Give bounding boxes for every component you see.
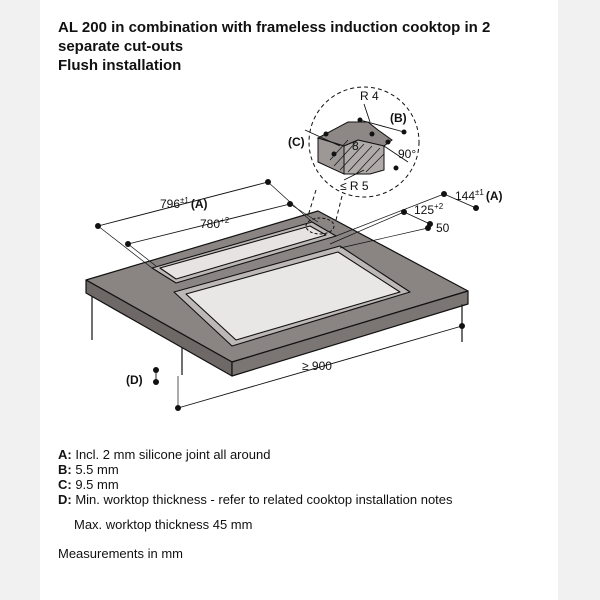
label-b: (B) (390, 111, 407, 125)
label-796: $796^{\pm 1}$ (A) (160, 196, 208, 211)
detail-point (394, 166, 399, 171)
detail-profile-section (344, 140, 384, 174)
endpoint (153, 379, 159, 385)
title-line-1: AL 200 in combination with frameless induction cooktop in 2 (58, 19, 491, 36)
endpoint (287, 201, 293, 207)
label-90deg: 90° (398, 147, 417, 161)
title-line-2: separate cut-outs (58, 38, 184, 55)
label-r4: R 4 (360, 89, 379, 103)
detail-leader-2 (336, 196, 342, 220)
label-8: 8 (352, 139, 359, 153)
note-d: D: Min. worktop thickness - refer to related cooktop installation notes (58, 492, 453, 507)
endpoint (153, 367, 159, 373)
endpoint (401, 209, 407, 215)
title-line-3: Flush installation (58, 57, 182, 74)
label-125: $125^{+2}$ (414, 202, 444, 217)
measurements-note: Measurements in mm (58, 546, 183, 561)
label-144: $144^{\pm 1}$ (A) (455, 188, 503, 203)
note-b: B: 5.5 mm (58, 462, 119, 477)
endpoint (175, 405, 181, 411)
label-r5: ≤ R 5 (340, 179, 369, 193)
endpoint (425, 225, 431, 231)
endpoint (95, 223, 101, 229)
note-a: A: Incl. 2 mm silicone joint all around (58, 447, 271, 462)
endpoint (473, 205, 479, 211)
detail-view (288, 87, 419, 234)
detail-point (386, 140, 391, 145)
endpoint (265, 179, 271, 185)
label-c: (C) (288, 135, 305, 149)
label-780: $780^{+2}$ (200, 216, 230, 231)
detail-point (402, 130, 407, 135)
label-d: (D) (126, 373, 143, 387)
detail-point (358, 118, 363, 123)
label-900: ≥ 900 (302, 359, 332, 373)
label-50: 50 (436, 221, 450, 235)
note-c: C: 9.5 mm (58, 477, 119, 492)
endpoint (459, 323, 465, 329)
detail-point (324, 132, 329, 137)
max-thickness-note: Max. worktop thickness 45 mm (74, 517, 253, 532)
detail-point (370, 132, 375, 137)
endpoint (125, 241, 131, 247)
detail-point (332, 152, 337, 157)
endpoint (441, 191, 447, 197)
legend-notes (58, 447, 453, 507)
